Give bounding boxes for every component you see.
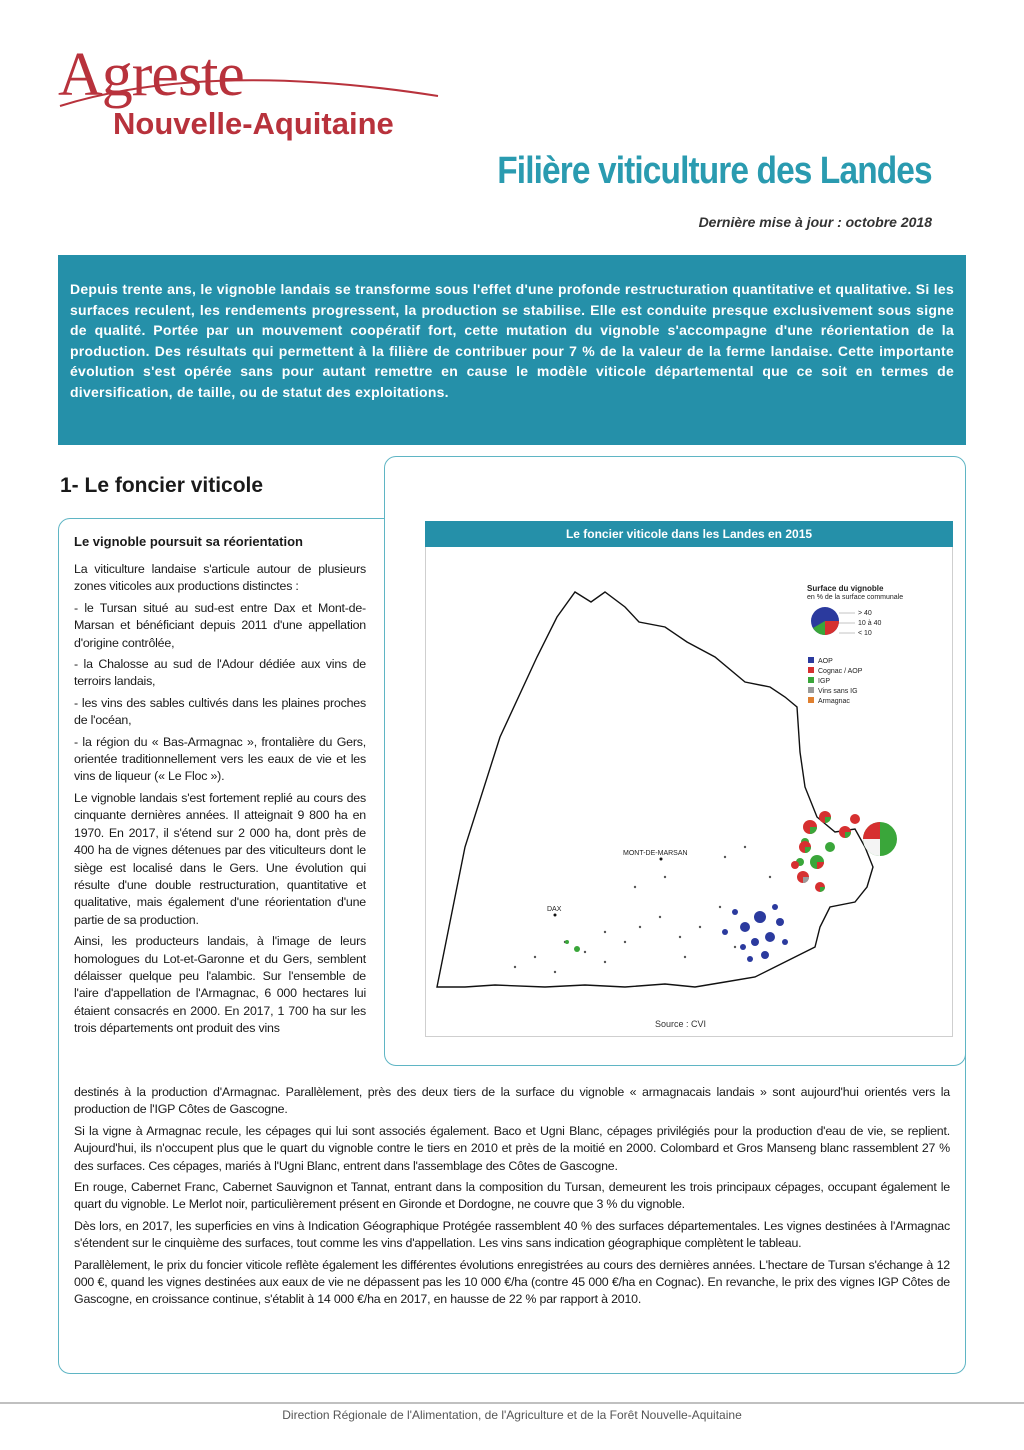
subsection-title: Le vignoble poursuit sa réorientation	[74, 534, 303, 549]
logo-brand: Agreste	[58, 41, 244, 109]
city-marker	[660, 858, 663, 861]
legend-label: Armagnac	[818, 698, 850, 705]
paragraph: - les vins des sables cultivés dans les plaines proches de l'océan,	[74, 695, 366, 728]
paragraph: En rouge, Cabernet Franc, Cabernet Sauvignon et Tannat, entrant dans la composition du Tursan, demeurent les trois principaux cépages, occupant également le quart du vignoble. Le Merlot noir, particulièrement présent en Gironde et Dordogne, ne couvre que 3 % du vignoble.	[74, 1180, 950, 1212]
logo-region: Nouvelle-Aquitaine	[113, 106, 394, 141]
landes-map	[425, 547, 953, 1017]
agreste-logo	[58, 40, 478, 150]
legend-swatch	[808, 667, 814, 673]
legend-swatch	[808, 687, 814, 693]
left-column	[74, 534, 366, 1042]
footer-text: Direction Régionale de l'Alimentation, de l'Agriculture et de la Forêt Nouvelle-Aquitaine	[282, 1408, 742, 1422]
section-title: 1- Le foncier viticole	[60, 474, 264, 497]
city-label-mont-de-marsan: MONT-DE-MARSAN	[623, 850, 688, 857]
paragraph: destinés à la production d'Armagnac. Parallèlement, près des deux tiers de la surface du vignoble « armagnacais landais » sont aujourd'hui orientés vers la production de l'IGP Côtes de Gascogne.	[74, 1085, 950, 1117]
legend-swatch	[808, 677, 814, 683]
legend-size-pie	[811, 607, 839, 635]
legend-subtitle: en % de la surface communale	[807, 594, 904, 601]
legend-label: AOP	[818, 658, 833, 665]
paragraph: - le Tursan situé au sud-est entre Dax et Mont-de-Marsan et bénéficiant depuis 2011 d'une appellation d'origine contrôlée,	[74, 600, 366, 650]
paragraph: - la Chalosse au sud de l'Adour dédiée aux vins de terroirs landais,	[74, 657, 366, 689]
legend-size-label: 10 à 40	[858, 620, 882, 627]
legend-title: Surface du vignoble	[807, 584, 884, 593]
update-date: Dernière mise à jour : octobre 2018	[698, 214, 932, 230]
department-outline	[437, 592, 873, 987]
legend-swatch	[808, 697, 814, 703]
paragraph: Dès lors, en 2017, les superficies en vins à Indication Géographique Protégée rassemblent 40 % des surfaces départementales. Les vignes destinées à l'Armagnac s'étendent sur le cinquième des surfaces, tout comme les vins d'appellation. Les vins sans indication géographique complètent le tableau.	[74, 1218, 950, 1251]
footer-divider	[0, 1402, 1024, 1404]
city-marker	[554, 914, 557, 917]
paragraph: Le vignoble landais s'est fortement replié au cours des cinquante dernières années. Il atteignait 9 800 ha en 1970. En 2017, il s'étend sur 2 000 ha, dont près de 400 ha de vignes détenues par des viticulteurs dont le siège est localisé dans le Gers. Une évolution qui résulte d'une double restructuration, quantitative et qualitative, mais également d'une réorientation d'une partie de sa production.	[74, 790, 366, 927]
legend-swatch	[808, 657, 814, 663]
legend-size-label: < 10	[858, 630, 872, 637]
legend-label: Vins sans IG	[818, 688, 858, 695]
intro-box	[58, 255, 966, 445]
full-width-text	[74, 1084, 950, 1313]
map-panel	[384, 456, 966, 1066]
paragraph: Ainsi, les producteurs landais, à l'image de leurs homologues du Lot-et-Garonne et du Gers, semblent délaisser quelque peu l'alambic. Sur l'ensemble de l'aire d'appellation de l'Armagnac, 6 000 hectares lui étaient consacrés en 2000. En 2017, 1 700 ha sur les trois départements ont produit des vins	[74, 934, 366, 1036]
paragraph: Parallèlement, le prix du foncier viticole reflète également les différentes évolutions enregistrées au cours des dernières années. L'hectare de Tursan s'échange à 12 000 €, quand les vignes destinées aux eaux de vie ne dépassent pas les 10 000 €/ha (contre 45 000 €/ha en Cognac). En revanche, le prix des vignes IGP Côtes de Gascogne, en croissance continue, s'établit à 14 000 €/ha en 2017, en hausse de 22 % par rapport à 2010.	[74, 1257, 950, 1307]
intro-text: Depuis trente ans, le vignoble landais se transforme sous l'effet d'une profonde restructuration quantitative et qualitative. Si les surfaces reculent, les rendements progressent, la production se stabilise. Elle est conduite presque exclusivement sous signe de qualité. Portée par un mouvement coopératif fort, cette mutation du vignoble s'accompagne d'une réorientation de la production. Des résultats qui permettent à la filière de contribuer pour 7 % de la valeur de la ferme landaise. Cette importante évolution s'est opérée sans pour autant remettre en cause le modèle viticole départemental que ce soit en termes de diversification, de taille, ou de statut des exploitations.	[70, 281, 954, 400]
legend-label: IGP	[818, 678, 831, 685]
paragraph: - la région du « Bas-Armagnac », frontalière du Gers, orientée traditionnellement vers les eaux de vie et les vins de liqueur (« Le Floc »).	[74, 734, 366, 784]
map-title: Le foncier viticole dans les Landes en 2015	[425, 521, 953, 547]
legend-size-label: > 40	[858, 610, 872, 617]
paragraph: Si la vigne à Armagnac recule, les cépages qui lui sont associés également. Baco et Ugni Blanc, cépages privilégiés pour la production d'eau de vie, se replient. Aujourd'hui, ils n'occupent plus que le quart du vignoble contre le tiers en 2010 et près de la moitié en 2000. Colombard et Gros Manseng blanc rassemblent 27 % des surfaces. Ces cépages, mariés à l'Ugni Blanc, entrent dans l'assemblage des Côtes de Gascogne.	[74, 1123, 950, 1173]
city-label-dax: DAX	[547, 906, 562, 913]
paragraph: La viticulture landaise s'articule autour de plusieurs zones viticoles aux productions distinctes :	[74, 562, 366, 594]
legend-label: Cognac / AOP	[818, 668, 863, 675]
page-title: Filière viticulture des Landes	[497, 150, 932, 192]
map-source: Source : CVI	[655, 1019, 707, 1029]
